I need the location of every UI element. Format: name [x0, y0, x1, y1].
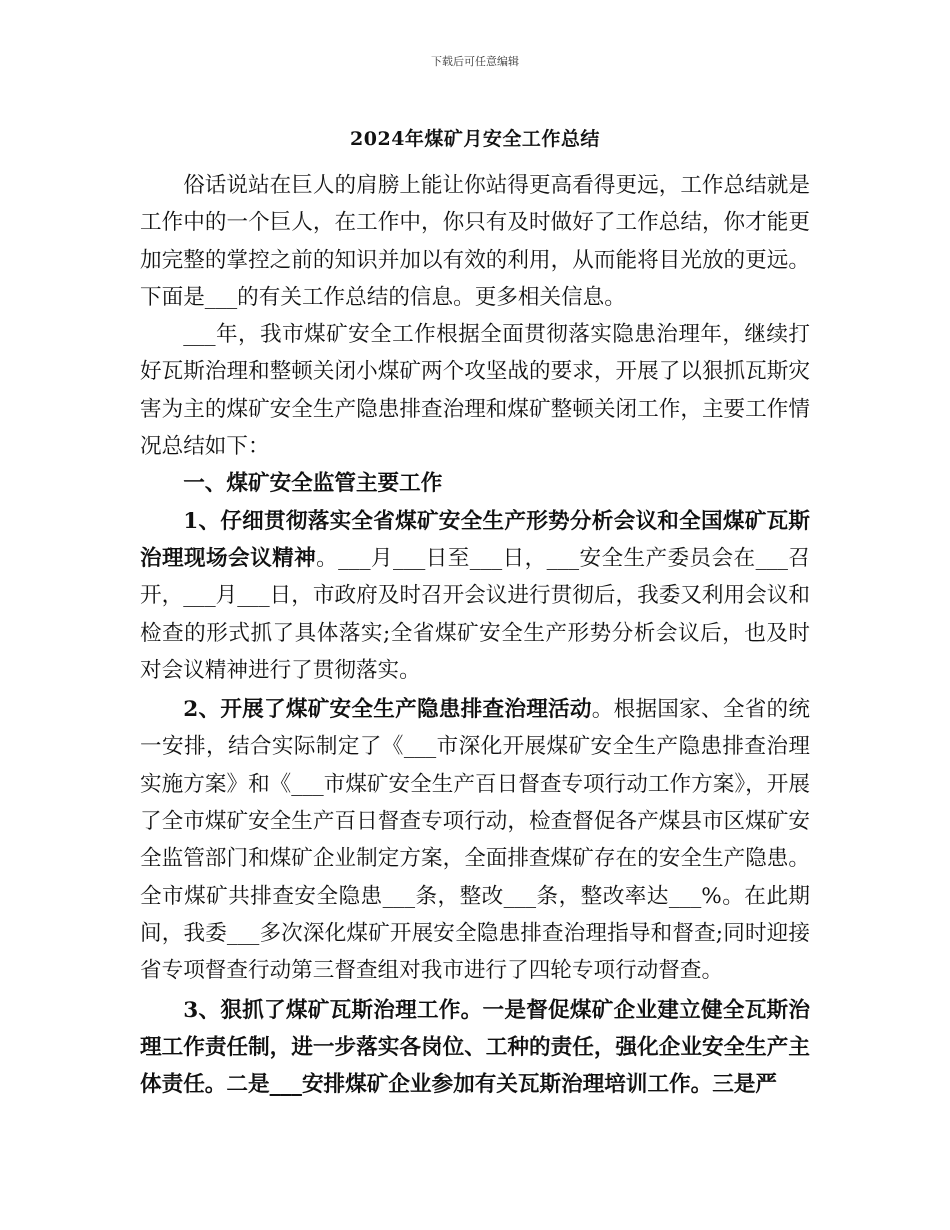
overview-paragraph: ___年，我市煤矿安全工作根据全面贯彻落实隐患治理年，继续打好瓦斯治理和整顿关闭小煤矿两个攻坚战的要求，开展了以狠抓瓦斯灾害为主的煤矿安全生产隐患排查治理和煤矿整顿关闭工作，主要工作情况总结如下： [140, 322, 810, 460]
section-heading-1: 一、煤矿安全监管主要工作 [183, 471, 443, 497]
item-2-lead: 2、开展了煤矿安全生产隐患排查治理活动 [183, 697, 592, 723]
item-1-paragraph [140, 503, 810, 689]
item-1-text: 。___月___日至___日，___安全生产委员会在___召开，___月___日，市政府及时召开会议进行贯彻后，我委又利用会议和检查的形式抓了具体落实;全省煤矿安全生产形势分析会议后，也及时对会议精神进行了贯彻落实。 [140, 545, 810, 683]
item-2-text: 。根据国家、全省的统一安排，结合实际制定了《___市深化开展煤矿安全生产隐患排查治理实施方案》和《___市煤矿安全生产百日督查专项行动工作方案》，开展了全市煤矿安全生产百日督查专项行动，检查督促各产煤县市区煤矿安全监管部门和煤矿企业制定方案，全面排查煤矿存在的安全生产隐患。全市煤矿共排查安全隐患___条，整改___条，整改率达___%。在此期间，我委___多次深化煤矿开展安全隐患排查治理指导和督查;同时迎接省专项督查行动第三督查组对我市进行了四轮专项行动督查。 [140, 697, 810, 984]
page-header-note: 下载后可任意编辑 [431, 55, 519, 68]
item-1-lead: 1、仔细贯彻落实全省煤矿安全生产形势分析会议和全国煤矿瓦斯治理现场会议精神 [140, 508, 810, 571]
document-body [140, 167, 810, 1103]
document-title: 2024年煤矿月安全工作总结 [350, 128, 600, 150]
item-2-paragraph [140, 691, 810, 989]
item-3-paragraph: 3、狠抓了煤矿瓦斯治理工作。一是督促煤矿企业建立健全瓦斯治理工作责任制，进一步落实各岗位、工种的责任，强化企业安全生产主体责任。二是___安排煤矿企业参加有关瓦斯治理培训工作。三是严 [140, 997, 810, 1098]
intro-paragraph: 俗话说站在巨人的肩膀上能让你站得更高看得更远，工作总结就是工作中的一个巨人，在工作中，你只有及时做好了工作总结，你才能更加完整的掌控之前的知识并加以有效的利用，从而能将目光放的更远。下面是___的有关工作总结的信息。更多相关信息。 [140, 173, 810, 310]
